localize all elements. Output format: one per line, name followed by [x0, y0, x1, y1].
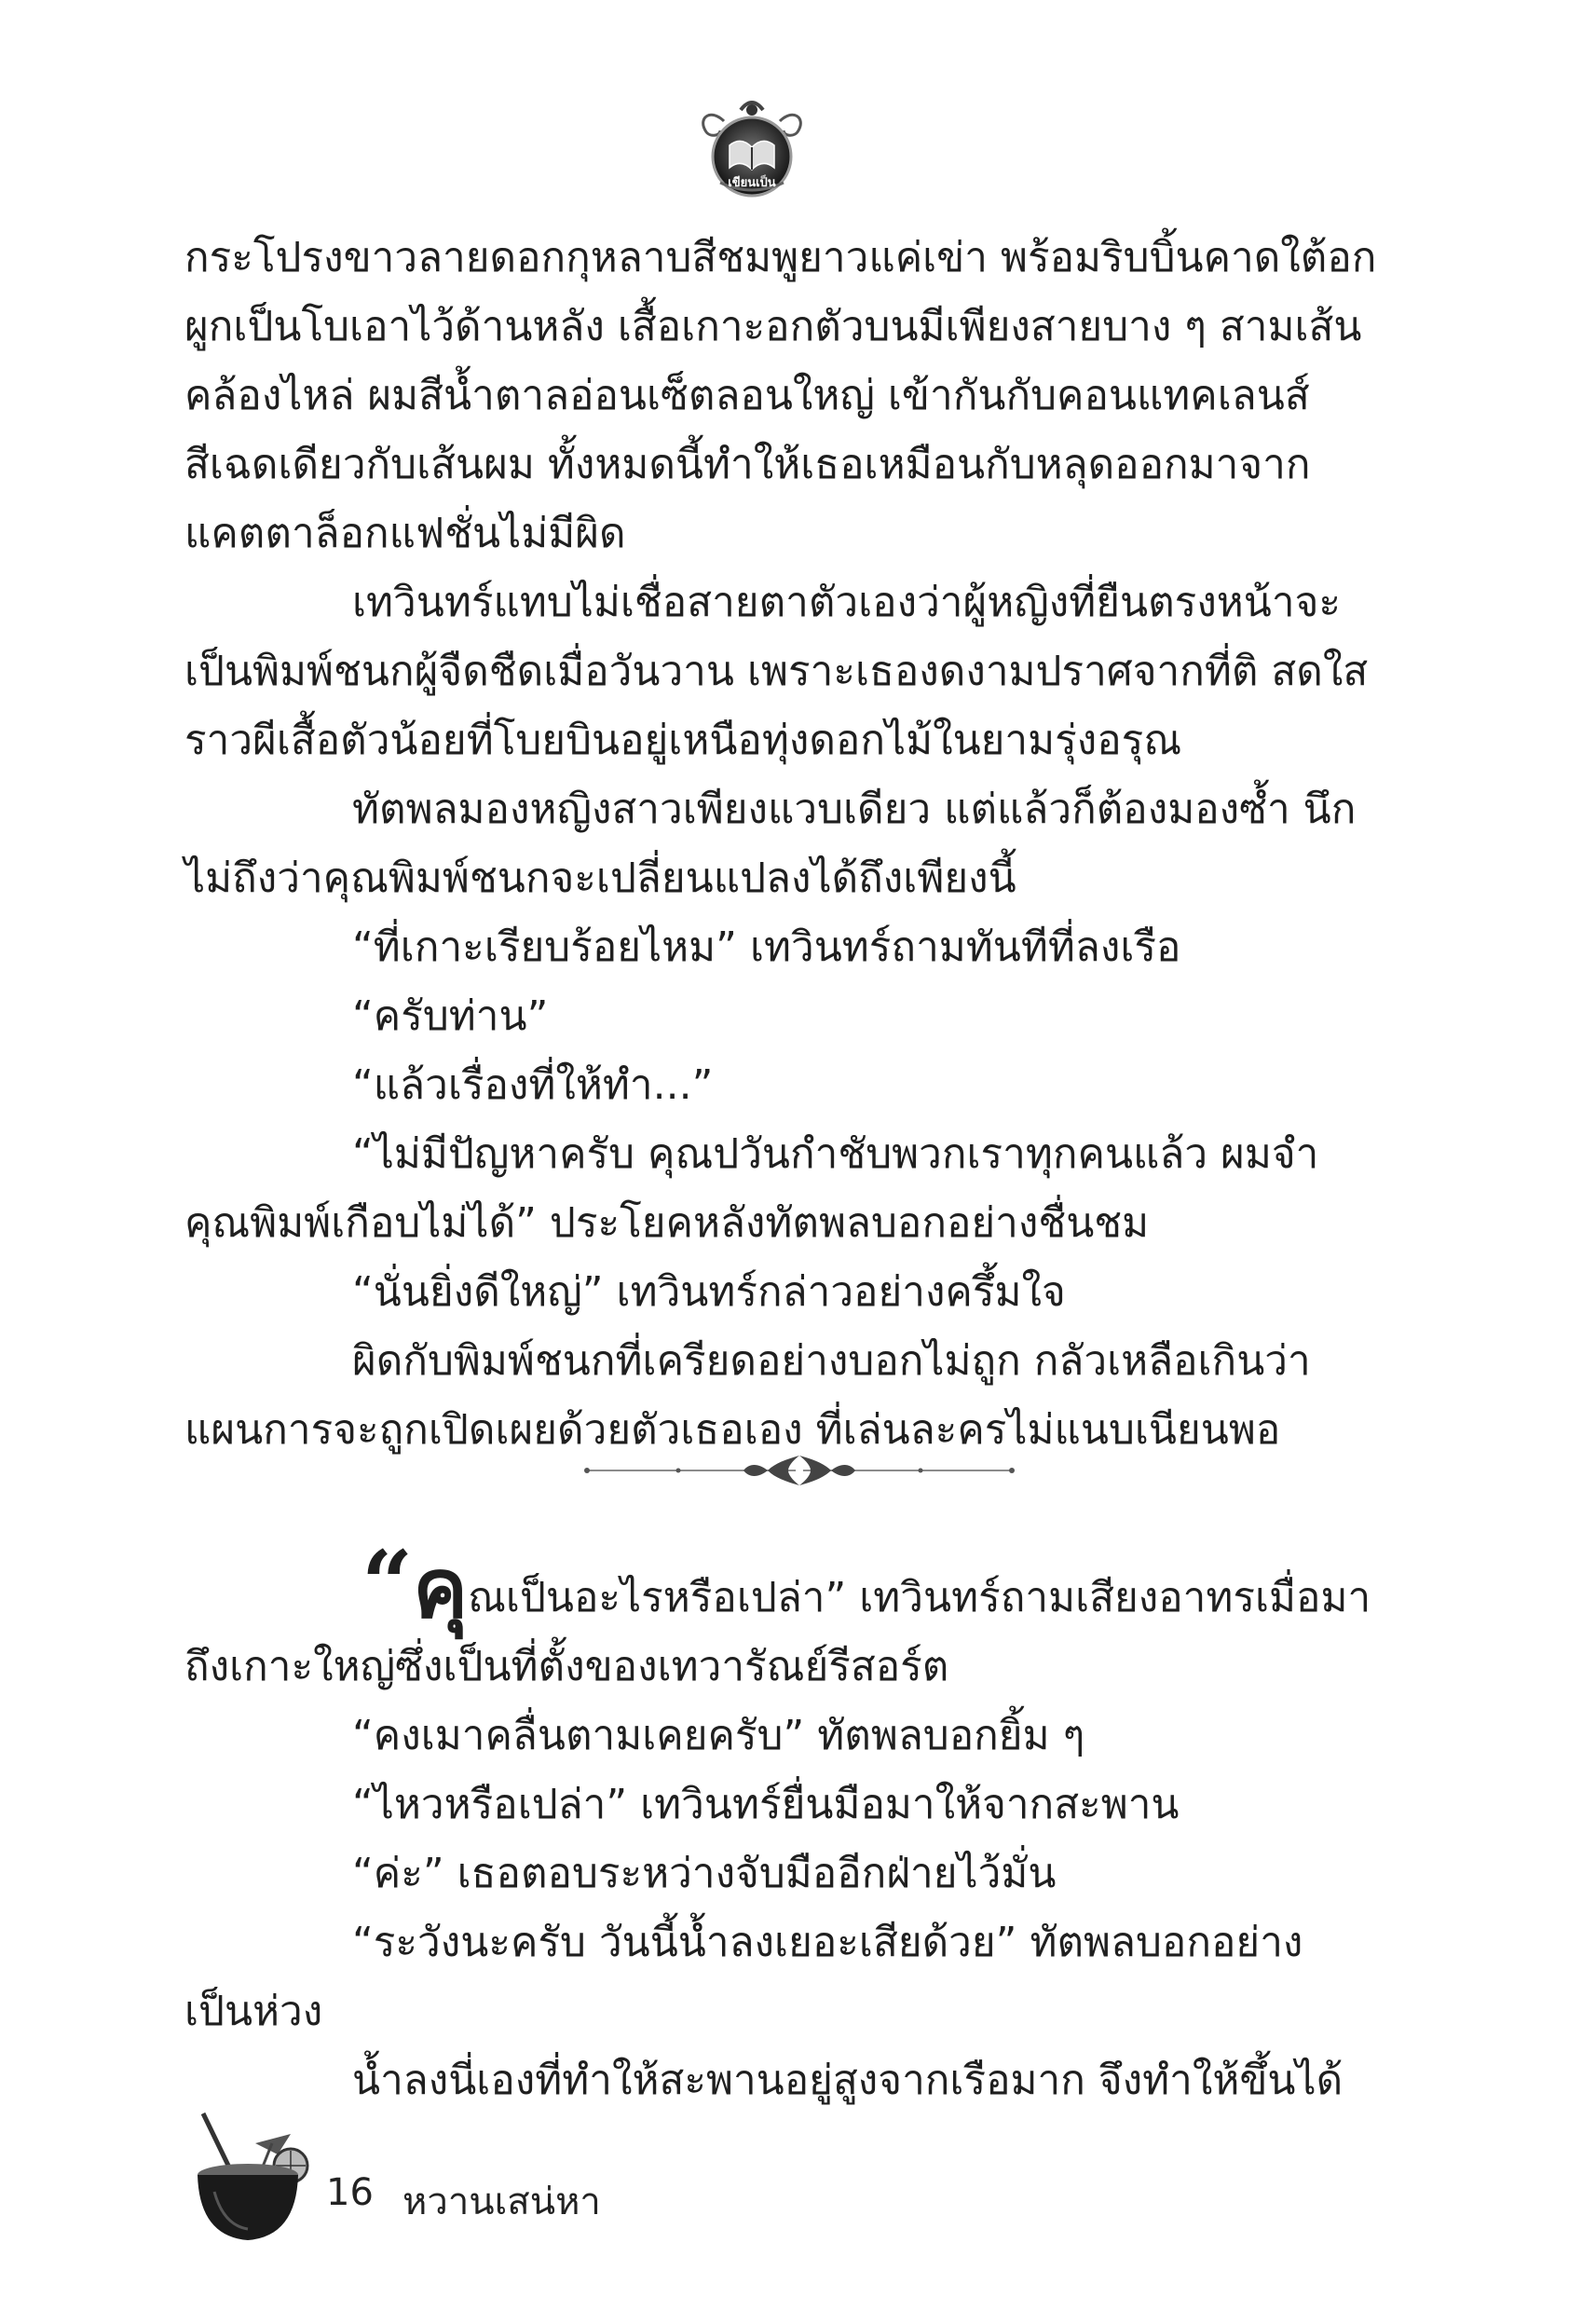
paragraph-line: “ที่เกาะเรียบร้อยไหม” เทวินทร์ถามทันทีที่ลงเรือ	[352, 923, 1181, 971]
paragraph-line: ผิดกับพิมพ์ชนกที่เครียดอย่างบอกไม่ถูก กลัวเหลือเกินว่า	[352, 1337, 1311, 1385]
page-footer	[186, 2106, 1025, 2255]
paragraph-line: เป็นห่วง	[184, 1988, 323, 2035]
paragraph-line: ราวผีเสื้อตัวน้อยที่โบยบินอยู่เหนือทุ่งดอกไม้ในยามรุ่งอรุณ	[184, 717, 1182, 764]
paragraph-line: ไม่ถึงว่าคุณพิมพ์ชนกจะเปลี่ยนแปลงได้ถึงเพียงนี้	[184, 855, 1016, 902]
ornate-crest-logo	[692, 89, 812, 209]
paragraph-line: กระโปรงขาวลายดอกกุหลาบสีชมพูยาวแค่เข่า พร้อมริบบิ้นคาดใต้อก	[184, 234, 1377, 281]
dropcap-letter: คุ	[413, 1540, 469, 1636]
paragraph-line: สีเฉดเดียวกับเส้นผม ทั้งหมดนี้ทำให้เธอเหมือนกับหลุดออกมาจาก	[184, 441, 1311, 488]
paragraph-line: น้ำลงนี่เองที่ทำให้สะพานอยู่สูงจากเรือมาก จึงทำให้ขึ้นได้	[352, 2057, 1344, 2104]
body-section-2	[184, 1531, 1371, 2115]
dropcap-quote: “	[361, 1531, 414, 1636]
paragraph-line: เป็นพิมพ์ชนกผู้จืดชืดเมื่อวันวาน เพราะเธองดงามปราศจากที่ติ สดใส	[184, 648, 1369, 695]
paragraph-line: ผูกเป็นโบเอาไว้ด้านหลัง เสื้อเกาะอกตัวบนมีเพียงสายบาง ๆ สามเส้น	[184, 303, 1362, 350]
paragraph-line: คุณพิมพ์เกือบไม่ได้” ประโยคหลังทัตพลบอกอย่างชื่นชม	[184, 1199, 1150, 1247]
logo-text: เขียนเป็น	[728, 176, 776, 190]
paragraph-line: “นั่นยิ่งดีใหญ่” เทวินทร์กล่าวอย่างครึ้มใจ	[352, 1268, 1066, 1316]
paragraph-line: “ไม่มีปัญหาครับ คุณปวันกำชับพวกเราทุกคนแล้ว ผมจำ	[352, 1130, 1319, 1178]
paragraph-line: “แล้วเรื่องที่ให้ทำ...”	[352, 1061, 714, 1109]
paragraph-line: แคตตาล็อกแฟชั่นไม่มีผิด	[184, 510, 626, 557]
paragraph-line: “ไหวหรือเปล่า” เทวินทร์ยื่นมือมาให้จากสะพาน	[352, 1781, 1180, 1828]
page-number: 16	[326, 2171, 374, 2214]
first-line-text: ณเป็นอะไรหรือเปล่า” เทวินทร์ถามเสียงอาทรเมื่อมา	[468, 1574, 1371, 1621]
paragraph-line: “คงเมาคลื่นตามเคยครับ” ทัตพลบอกยิ้ม ๆ	[352, 1712, 1085, 1759]
body-section-1	[184, 224, 1377, 1465]
paragraph-line: “ค่ะ” เธอตอบระหว่างจับมืออีกฝ่ายไว้มั่น	[352, 1850, 1057, 1897]
book-title: หวานเสน่หา	[402, 2181, 601, 2223]
paragraph-line: ถึงเกาะใหญ่ซึ่งเป็นที่ตั้งของเทวารัณย์รีสอร์ต	[184, 1643, 949, 1690]
paragraph-line: เทวินทร์แทบไม่เชื่อสายตาตัวเองว่าผู้หญิงที่ยืนตรงหน้าจะ	[352, 579, 1342, 626]
paragraph-line	[184, 1531, 1371, 1636]
coconut-drink-icon	[186, 2106, 317, 2246]
paragraph-line: ทัตพลมองหญิงสาวเพียงแวบเดียว แต่แล้วก็ต้องมองซ้ำ นึก	[352, 786, 1357, 833]
ornamental-divider-icon	[576, 1443, 1023, 1498]
paragraph-line: “ระวังนะครับ วันนี้น้ำลงเยอะเสียด้วย” ทัตพลบอกอย่าง	[352, 1919, 1303, 1966]
paragraph-line: แผนการจะถูกเปิดเผยด้วยตัวเธอเอง ที่เล่นละครไม่แนบเนียนพอ	[184, 1406, 1281, 1454]
paragraph-line: คล้องไหล่ ผมสีน้ำตาลอ่อนเซ็ตลอนใหญ่ เข้ากันกับคอนแทคเลนส์	[184, 372, 1310, 419]
paragraph-line: “ครับท่าน”	[352, 992, 549, 1040]
